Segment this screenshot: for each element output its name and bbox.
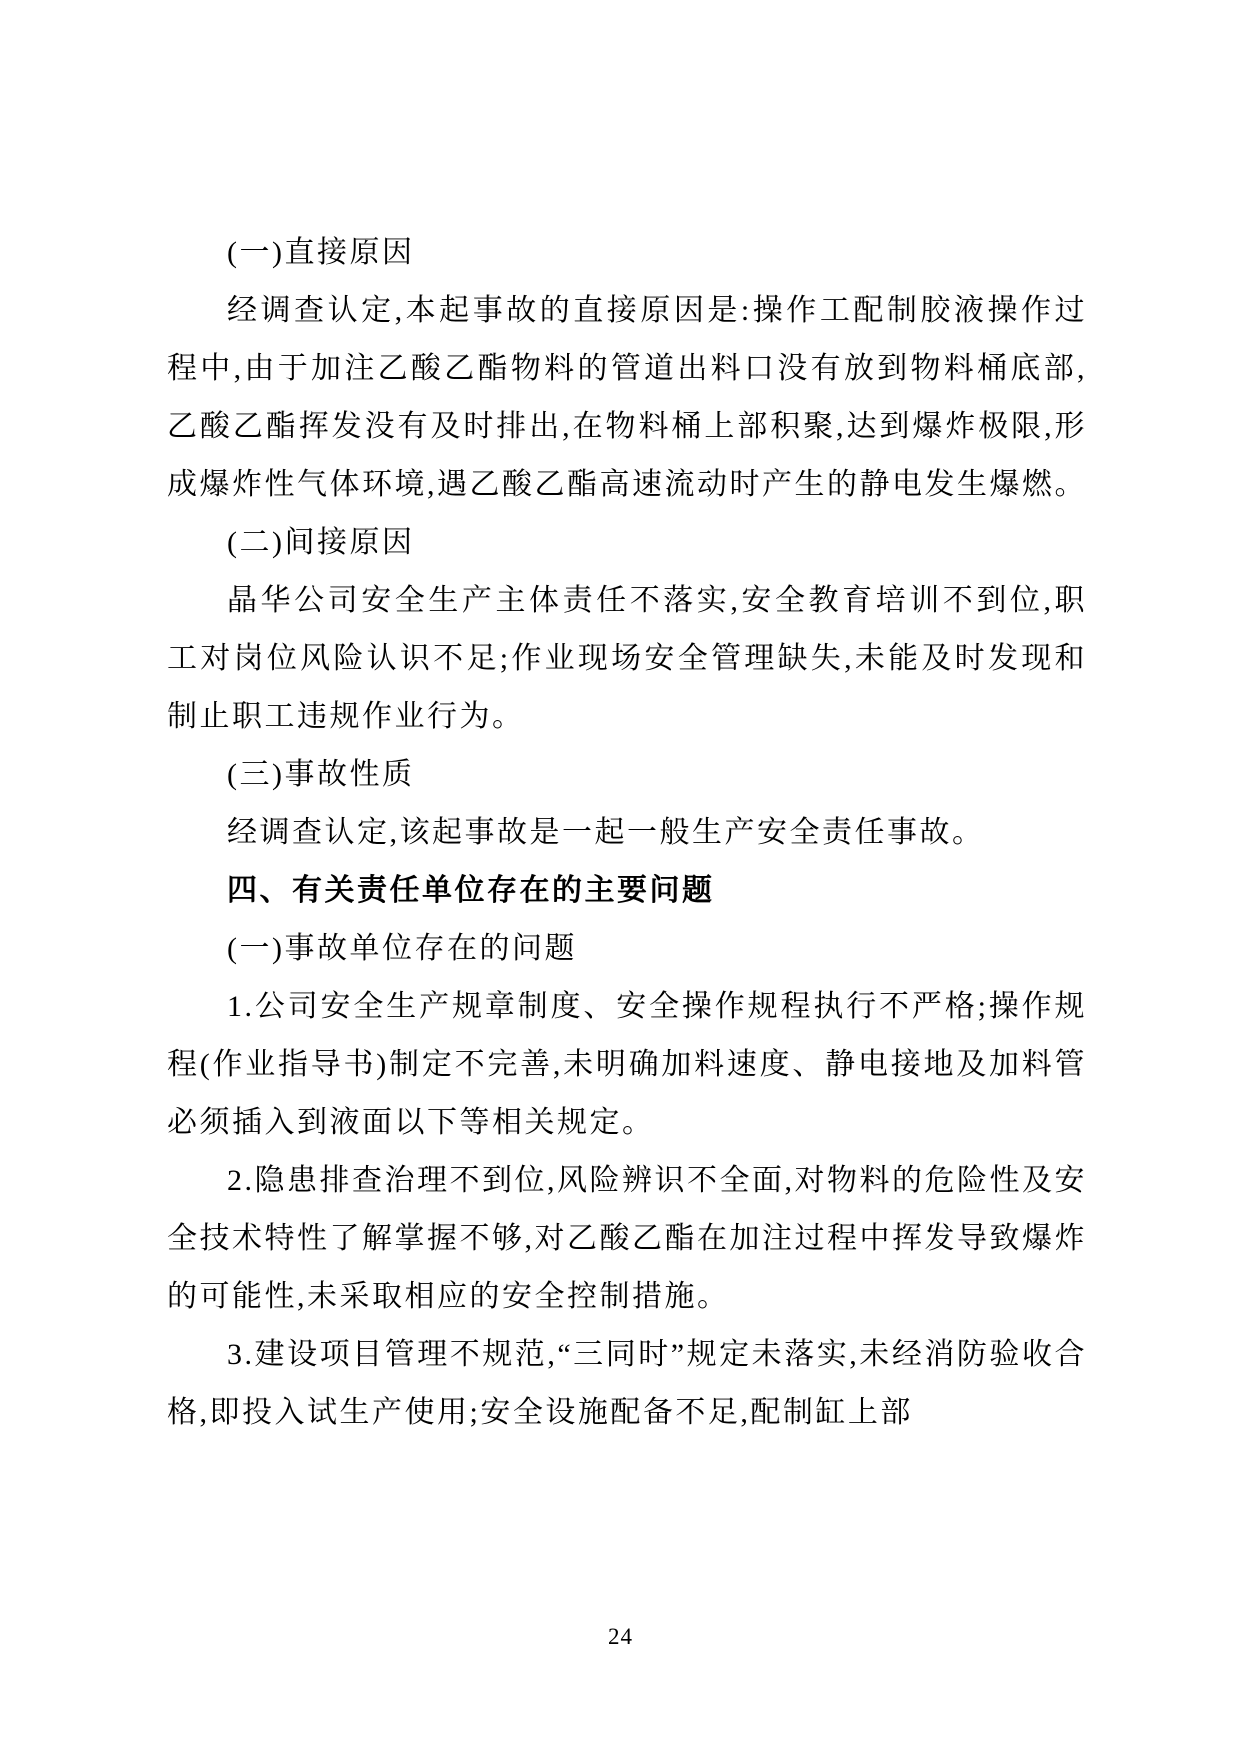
document-body <box>167 224 1087 1442</box>
subheading-accident-unit-problems: (一)事故单位存在的问题 <box>227 932 577 965</box>
subheading-accident-nature: (三)事故性质 <box>227 758 415 791</box>
paragraph-accident-nature: 经调查认定,该起事故是一起一般生产安全责任事故。 <box>227 816 985 849</box>
section-heading-responsible-units-problems: 四、有关责任单位存在的主要问题 <box>227 874 715 907</box>
paragraph-indirect-cause: 晶华公司安全生产主体责任不落实,安全教育培训不到位,职工对岗位风险认识不足;作业现场安全管理缺失,未能及时发现和制止职工违规作业行为。 <box>167 584 1087 733</box>
paragraph-problem-2: 2.隐患排查治理不到位,风险辨识不全面,对物料的危险性及安全技术特性了解掌握不够,对乙酸乙酯在加注过程中挥发导致爆炸的可能性,未采取相应的安全控制措施。 <box>167 1164 1087 1313</box>
subheading-direct-cause: (一)直接原因 <box>227 236 415 269</box>
paragraph-problem-3: 3.建设项目管理不规范,“三同时”规定未落实,未经消防验收合格,即投入试生产使用;安全设施配备不足,配制缸上部 <box>167 1338 1087 1429</box>
paragraph-problem-1: 1.公司安全生产规章制度、安全操作规程执行不严格;操作规程(作业指导书)制定不完善,未明确加料速度、静电接地及加料管必须插入到液面以下等相关规定。 <box>167 990 1087 1139</box>
subheading-indirect-cause: (二)间接原因 <box>227 526 415 559</box>
paragraph-direct-cause: 经调查认定,本起事故的直接原因是:操作工配制胶液操作过程中,由于加注乙酸乙酯物料的管道出料口没有放到物料桶底部,乙酸乙酯挥发没有及时排出,在物料桶上部积聚,达到爆炸极限,形成爆炸性气体环境,遇乙酸乙酯高速流动时产生的静电发生爆燃。 <box>167 294 1087 501</box>
page-number: 24 <box>608 1624 633 1649</box>
